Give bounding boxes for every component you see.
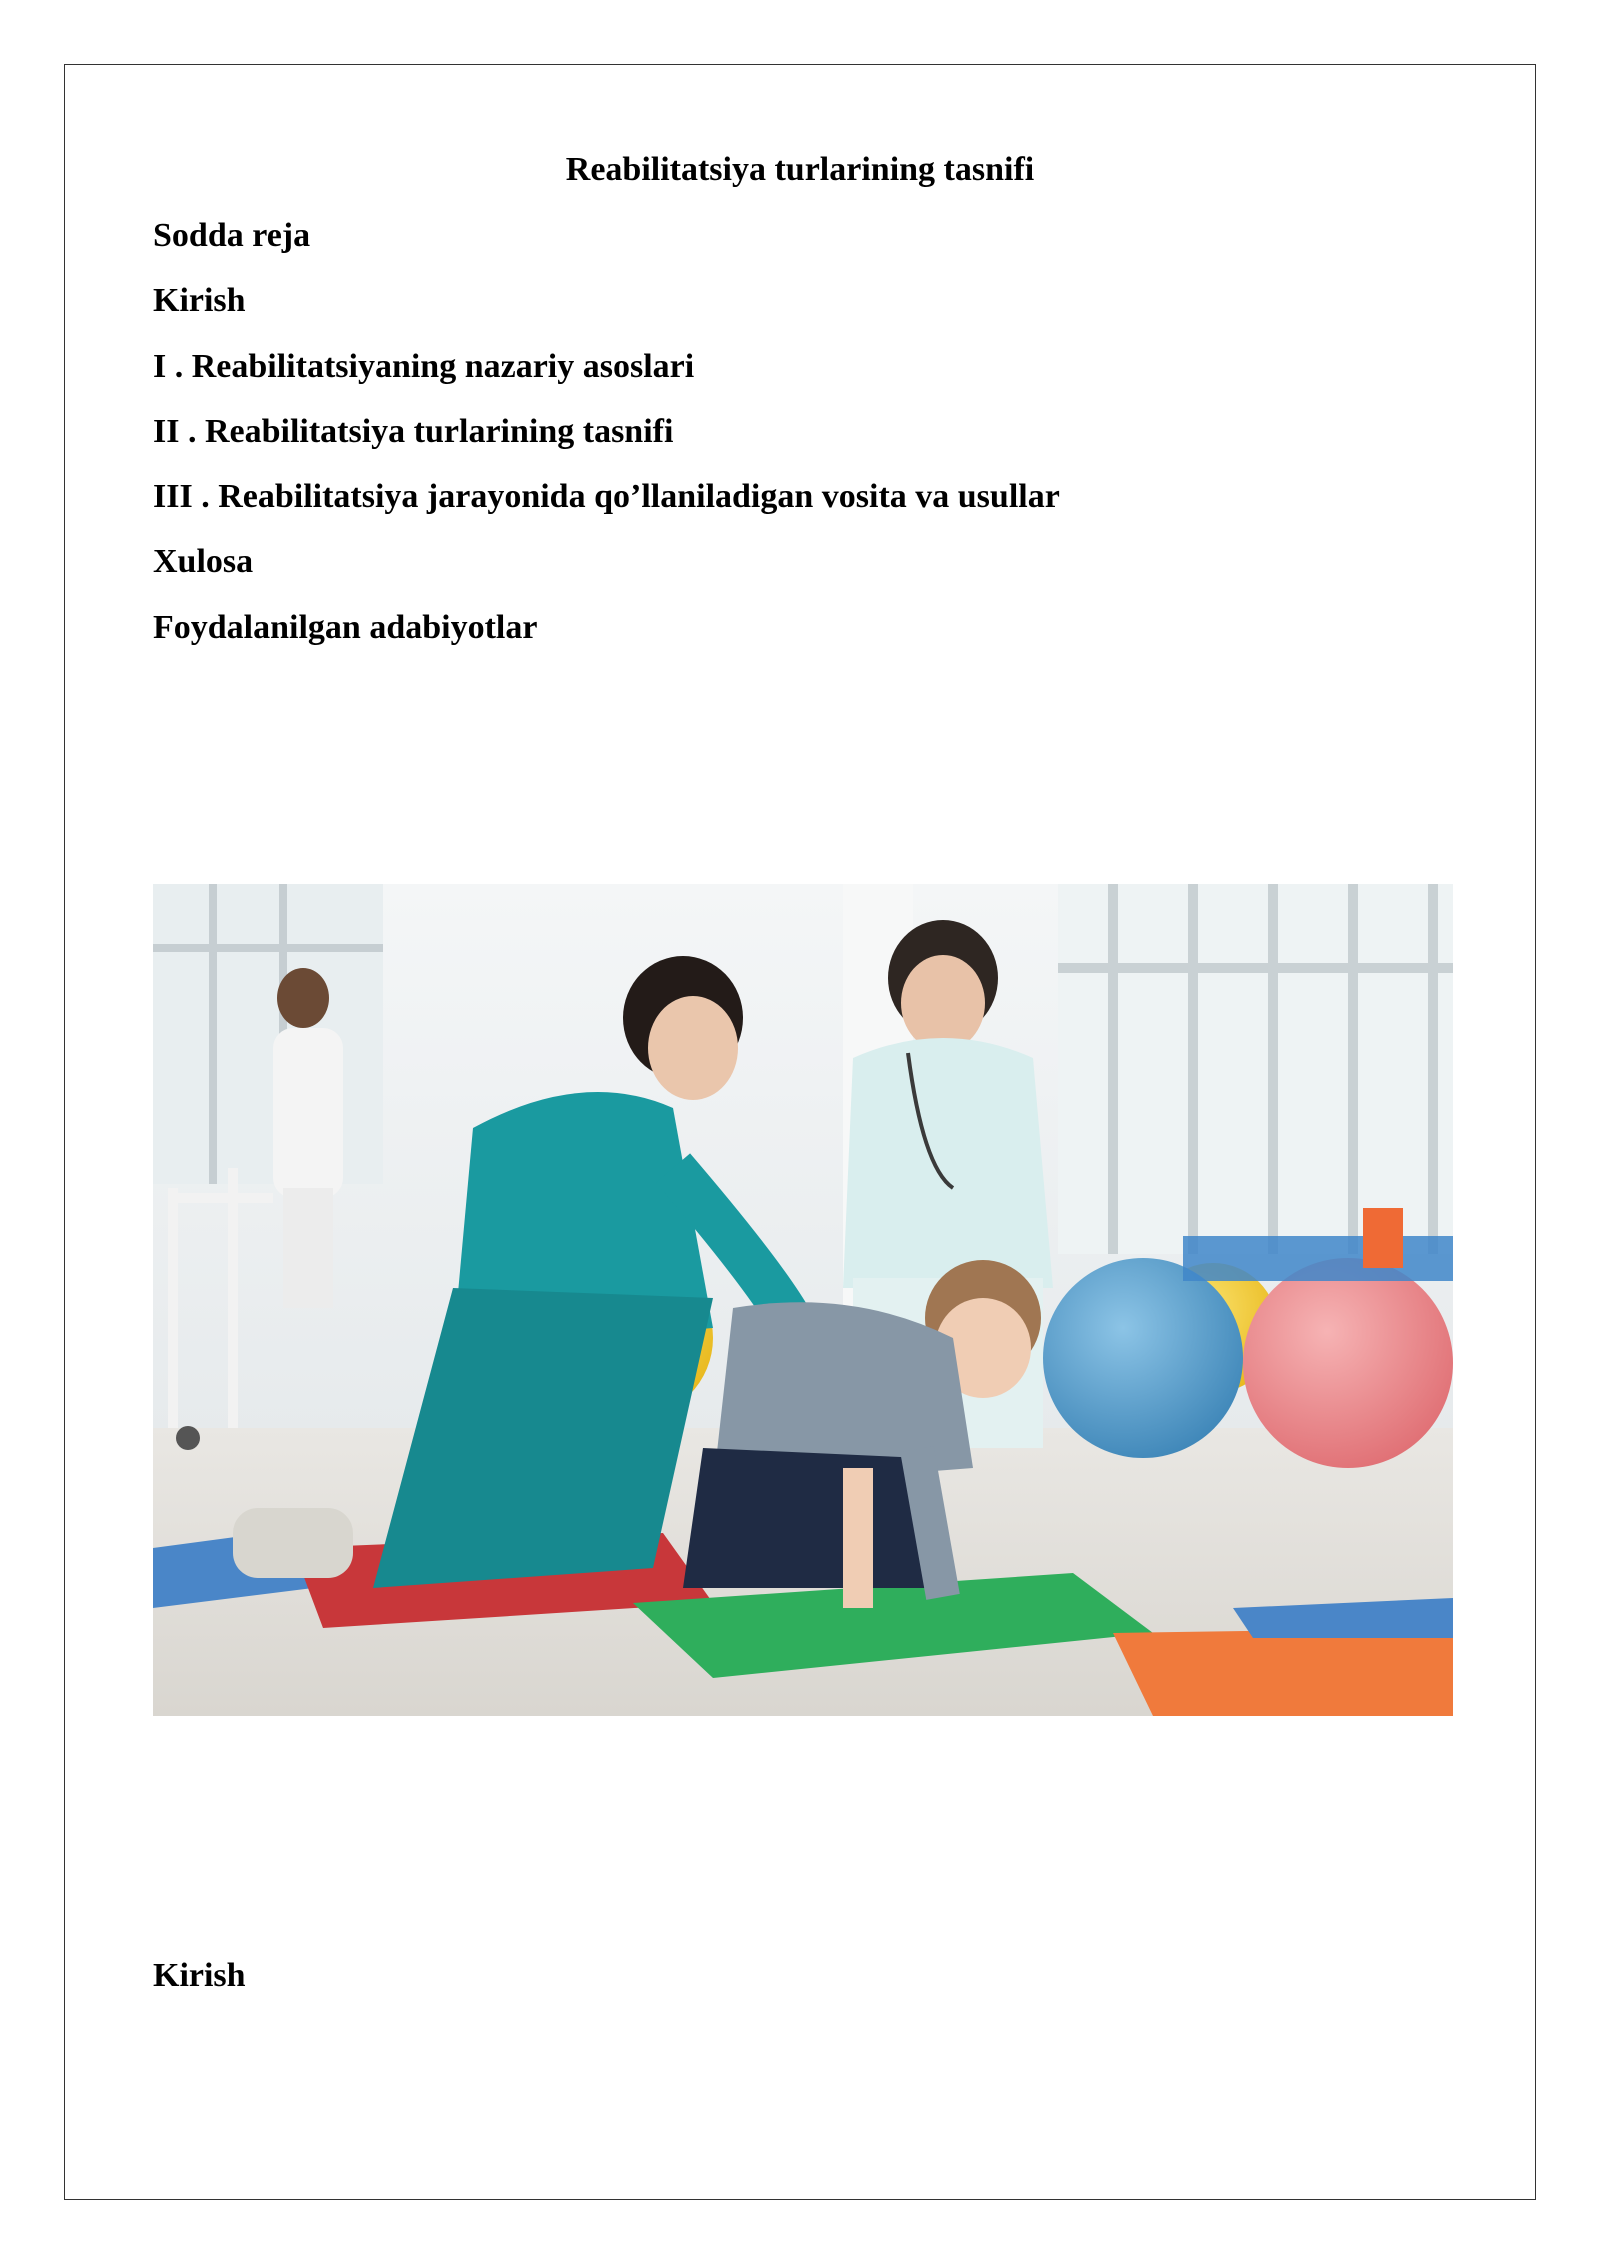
plan-list	[153, 216, 1060, 673]
section-heading-introduction: Kirish	[153, 1957, 246, 1994]
plan-item-conclusion: Xulosa	[153, 543, 254, 581]
plan-item-introduction: Kirish	[153, 282, 246, 320]
plan-item-chapter-1: I . Reabilitatsiyaning nazariy asoslari	[153, 347, 695, 385]
plan-heading: Sodda reja	[153, 217, 311, 254]
document-title: Reabilitatsiya turlarining tasnifi	[565, 151, 1035, 188]
plan-item-references: Foydalanilgan adabiyotlar	[153, 608, 538, 646]
plan-item-chapter-2: II . Reabilitatsiya turlarining tasnifi	[153, 412, 674, 450]
rehabilitation-photo	[153, 868, 1453, 1716]
plan-item-chapter-3: III . Reabilitatsiya jarayonida qo’llaniladigan vosita va usullar	[153, 478, 1060, 516]
